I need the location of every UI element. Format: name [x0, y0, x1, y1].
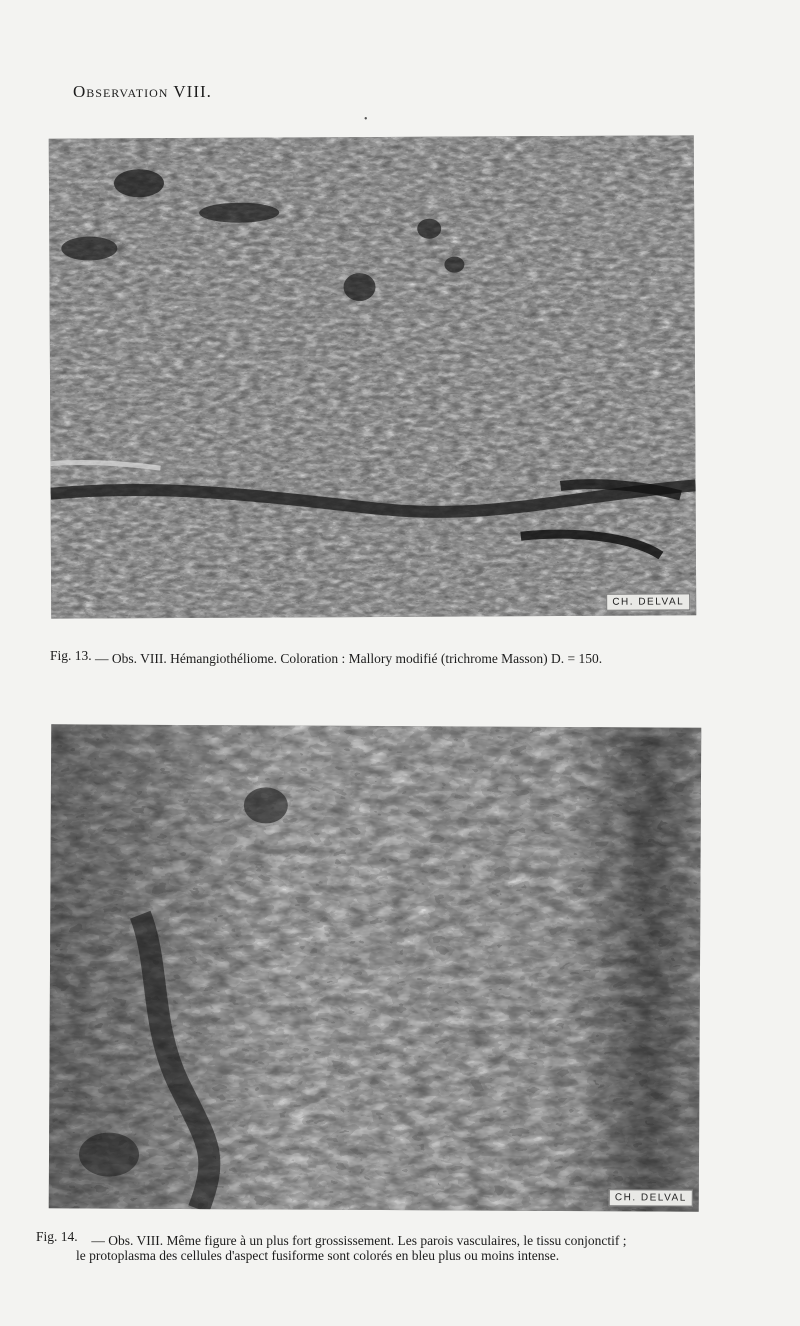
micrograph-fig14-image — [49, 724, 702, 1211]
photo-credit: CH. DELVAL — [609, 1189, 693, 1206]
figure-number: Fig. 13. — [50, 648, 92, 663]
print-mark: • — [364, 114, 368, 125]
micrograph-fig14 — [49, 724, 702, 1211]
figure-caption-13 — [50, 650, 710, 667]
caption-line-2: le protoplasma des cellules d'aspect fusiforme sont colorés en bleu plus ou moins intense. — [76, 1248, 560, 1263]
caption-text: — Obs. VIII. Hémangiothéliome. Coloration : Mallory modifié (trichrome Masson) D. = 150. — [95, 651, 603, 666]
caption-line-1: — Obs. VIII. Même figure à un plus fort grossissement. Les parois vasculaires, le tissu conjonctif ; — [91, 1233, 627, 1248]
micrograph-fig13-image — [49, 135, 697, 618]
figure-caption-14 — [36, 1229, 736, 1264]
page-title: Observation VIII. — [73, 82, 212, 101]
figure-number: Fig. 14. — [36, 1229, 78, 1244]
photo-credit: CH. DELVAL — [606, 593, 690, 610]
micrograph-fig13 — [49, 135, 697, 618]
